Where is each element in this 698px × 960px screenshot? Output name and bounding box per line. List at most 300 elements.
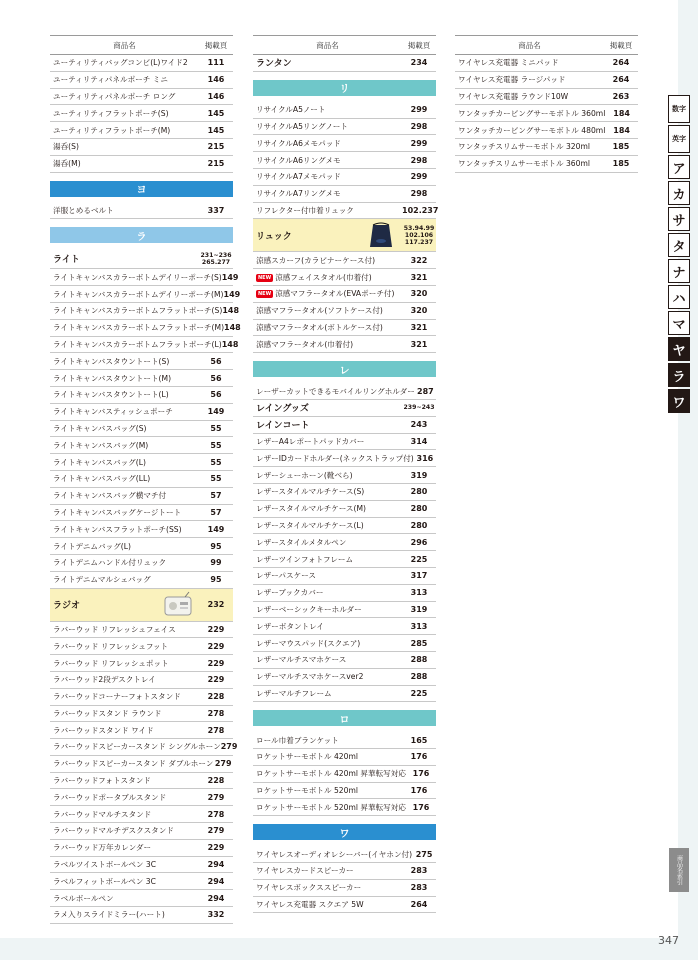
index-row — [253, 686, 436, 703]
item-page: 280 — [410, 504, 428, 514]
item-page: 294 — [207, 876, 225, 886]
item-page: 264 — [410, 900, 428, 910]
index-row — [253, 286, 436, 303]
item-page: 278 — [207, 725, 225, 735]
index-row — [253, 568, 436, 585]
item-page: 145 — [207, 108, 225, 118]
item-name: ラバーウッドポータブルスタンド — [53, 792, 167, 802]
header-page: 掲載頁 — [609, 40, 633, 50]
index-row — [50, 471, 233, 488]
item-name: ロケットサーモボトル 520ml — [256, 786, 358, 796]
item-page: 229 — [207, 675, 225, 685]
header-name: 商品名 — [518, 40, 541, 50]
index-row — [50, 505, 233, 522]
item-name: リサイクルA6リングメモ — [256, 155, 341, 165]
item-name: ライトキャンバスバッグ横マチ付 — [53, 491, 167, 501]
index-row — [50, 387, 233, 404]
index-row — [50, 789, 233, 806]
item-page: 279 — [207, 826, 225, 836]
item-name: リサイクルA5リングノート — [256, 121, 348, 131]
section-header: ヨ — [50, 181, 233, 197]
item-page: 185 — [612, 159, 630, 169]
item-page: 176 — [410, 752, 428, 762]
index-row — [253, 863, 436, 880]
index-row — [50, 320, 241, 337]
item-page: 280 — [410, 520, 428, 530]
section-header: ワ — [253, 824, 436, 840]
item-page: 263 — [612, 91, 630, 101]
item-name: レーザーカットできるモバイルリングホルダー — [256, 386, 415, 396]
index-row — [50, 907, 233, 924]
index-row — [253, 669, 436, 686]
tab-10[interactable]: ラ — [668, 363, 690, 387]
item-name: レザーシューホーン(靴べら) — [256, 470, 353, 480]
index-row — [50, 269, 239, 286]
item-page: 280 — [410, 487, 428, 497]
index-row — [50, 706, 233, 723]
item-name: ロケットサーモボトル 520ml 昇華転写対応 — [256, 802, 406, 812]
item-page: 148 — [224, 323, 241, 333]
item-name: ラメ入りスライドミラー(ハート) — [53, 910, 165, 920]
item-name: ロケットサーモボトル 420ml — [256, 752, 358, 762]
index-row — [253, 383, 436, 400]
index-row — [50, 139, 233, 156]
item-name: ラバーウッド2段デスクトレイ — [53, 675, 156, 685]
item-page: 55 — [210, 423, 222, 433]
index-row — [253, 846, 436, 863]
index-row — [253, 652, 436, 669]
item-name: ワイヤレス充電器 ラウンド10W — [458, 91, 569, 101]
index-row — [50, 488, 233, 505]
item-page: 149 — [207, 407, 225, 417]
index-row — [253, 880, 436, 897]
item-page: 322 — [410, 255, 428, 265]
item-name: ライトキャンバスバッグ(L) — [53, 457, 146, 467]
column-header — [253, 35, 436, 55]
index-row — [50, 353, 233, 370]
item-page: 278 — [207, 708, 225, 718]
index-row — [50, 840, 233, 857]
item-name: ライトキャンバスカラーボトムデイリーポーチ(S) — [53, 272, 222, 282]
item-name: ラベルツイストボールペン 3C — [53, 860, 157, 870]
item-page: 56 — [210, 373, 222, 383]
item-page: 55 — [210, 440, 222, 450]
section-header: レ — [253, 361, 436, 377]
item-page: 279 — [207, 792, 225, 802]
index-column-1 — [50, 35, 241, 924]
index-row — [253, 749, 436, 766]
item-name: レザースタイルマルチケース(S) — [256, 487, 365, 497]
index-row — [253, 400, 436, 417]
item-page: 287 — [417, 386, 434, 396]
tab-5[interactable]: タ — [668, 233, 690, 257]
item-name: ワイヤレスボックススピーカー — [256, 883, 362, 893]
item-page: 243 — [410, 420, 428, 430]
item-name: レザーマウスパッド(スクエア) — [256, 638, 361, 648]
index-row — [253, 585, 436, 602]
item-name: リュック — [256, 231, 292, 242]
item-name: レザーパスケース — [256, 571, 316, 581]
index-row — [455, 55, 638, 72]
tab-11[interactable]: ワ — [668, 389, 690, 413]
index-row — [253, 484, 436, 501]
item-page: 313 — [410, 588, 428, 598]
item-page: 275 — [415, 849, 433, 859]
item-name: ロケットサーモボトル 420ml 昇華転写対応 — [256, 769, 406, 779]
item-name: レザーツインフォトフレーム — [256, 554, 354, 564]
item-name: ライトキャンバスカラーボトムフラットポーチ(M) — [53, 323, 225, 333]
index-row — [50, 756, 233, 773]
item-name-text: 涼感マフラータオル(EVAポーチ付) — [275, 289, 395, 299]
index-row — [50, 105, 233, 122]
item-page: 184 — [613, 108, 630, 118]
index-row — [50, 890, 233, 907]
item-page: 319 — [410, 470, 428, 480]
index-row — [253, 518, 436, 535]
index-row — [455, 72, 638, 89]
item-page: 53.94.99 102.106 117.237 — [403, 224, 435, 246]
index-row — [50, 589, 233, 622]
index-row — [50, 521, 233, 538]
item-page: 288 — [410, 672, 428, 682]
index-row — [253, 551, 436, 568]
index-row — [253, 602, 436, 619]
item-name: 湯呑(M) — [53, 159, 81, 169]
item-name: ラバーウッドマルチデスクスタンド — [53, 826, 174, 836]
item-page: 283 — [410, 866, 428, 876]
item-name: 涼感スカーフ(カラビナーケース付) — [256, 255, 376, 265]
item-name: リサイクルA5ノート — [256, 105, 326, 115]
index-row — [50, 689, 233, 706]
index-row — [253, 219, 436, 252]
item-name: 涼感マフラータオル(ソフトケース付) — [256, 306, 383, 316]
item-name: ユーティリティバッグコンビ(L)ワイド2 — [53, 58, 188, 68]
tab-3[interactable]: カ — [668, 181, 690, 205]
item-page: 278 — [207, 809, 225, 819]
item-name: ラバーウッドスピーカースタンド シングルホーン — [53, 742, 221, 752]
item-page: 299 — [410, 105, 428, 115]
tab-9[interactable]: ヤ — [668, 337, 690, 361]
item-name: ラバーウッドマルチスタンド — [53, 809, 152, 819]
item-page: 294 — [207, 860, 225, 870]
index-row — [253, 55, 436, 72]
new-badge: NEW — [258, 291, 272, 298]
item-page: 146 — [207, 91, 225, 101]
item-page: 321 — [410, 272, 428, 282]
index-row — [253, 320, 436, 337]
index-row — [253, 303, 436, 320]
item-name: ユーティリティフラットポーチ(M) — [53, 125, 171, 135]
index-row — [253, 501, 436, 518]
item-name: 湯呑(S) — [53, 142, 79, 152]
item-name: リサイクルA6メモパッド — [256, 138, 341, 148]
item-page: 313 — [410, 621, 428, 631]
item-page: 229 — [207, 658, 225, 668]
item-page: 279 — [214, 759, 232, 769]
item-page: 57 — [210, 491, 222, 501]
index-row — [50, 404, 233, 421]
tab-2[interactable]: ア — [668, 155, 690, 179]
item-name: ライトキャンバスタウントート(L) — [53, 390, 169, 400]
item-page: 149 — [223, 289, 241, 299]
item-page: 298 — [410, 121, 428, 131]
item-name: レイングッズ — [256, 404, 309, 415]
item-page: 299 — [410, 172, 428, 182]
index-row — [253, 783, 436, 800]
item-page: 56 — [210, 356, 222, 366]
item-page: 185 — [612, 142, 630, 152]
item-name: ユーティリティフラットポーチ(S) — [53, 108, 169, 118]
item-name: リフレクター付巾着リュック — [256, 205, 354, 215]
item-page: 321 — [410, 322, 428, 332]
item-name: ラバーウッド リフレッシュフット — [53, 641, 169, 651]
item-name: レザーA4レポートパッドカバー — [256, 436, 365, 446]
index-row — [50, 370, 233, 387]
item-name: リサイクルA7リングメモ — [256, 189, 341, 199]
index-row — [50, 572, 233, 589]
item-page: 228 — [207, 776, 225, 786]
index-row — [50, 89, 233, 106]
item-page: 234 — [410, 58, 428, 68]
item-page: 232 — [207, 600, 225, 610]
index-row — [50, 437, 233, 454]
index-row — [253, 467, 436, 484]
item-name: ワイヤレスオーディオレシーバー(イヤホン付) — [256, 849, 413, 859]
item-name: レザースタイルマルチケース(L) — [256, 520, 364, 530]
item-name: レザーIDカードホルダー(ネックストラップ付) — [256, 453, 414, 463]
index-row — [253, 635, 436, 652]
section-header: ラ — [50, 227, 233, 243]
item-page: 288 — [410, 655, 428, 665]
item-page: 321 — [410, 339, 428, 349]
item-name: ランタン — [256, 59, 292, 70]
index-row — [50, 806, 233, 823]
index-row — [50, 773, 233, 790]
item-page: 314 — [410, 436, 428, 446]
index-row — [50, 286, 241, 303]
item-name: ラベルフィットボールペン 3C — [53, 876, 156, 886]
section-header: リ — [253, 80, 436, 96]
item-page: 146 — [207, 75, 225, 85]
index-row — [50, 722, 233, 739]
item-name: ロール巾着ブランケット — [256, 735, 339, 745]
column-header — [50, 35, 233, 55]
index-row — [253, 618, 436, 635]
item-page: 279 — [220, 742, 238, 752]
index-row — [50, 823, 233, 840]
item-page: 337 — [207, 205, 225, 215]
index-column-3 — [455, 35, 638, 173]
item-name: ユーティリティパネルポーチ ミニ — [53, 75, 168, 85]
item-name: ラバーウッドスタンド ワイド — [53, 725, 154, 735]
index-row — [253, 336, 436, 353]
item-name: レザーボタントレイ — [256, 621, 324, 631]
index-row — [455, 89, 638, 106]
header-name: 商品名 — [316, 40, 339, 50]
item-page: 332 — [207, 910, 225, 920]
item-name: ライトキャンバスタウントート(M) — [53, 373, 172, 383]
item-page: 264 — [612, 75, 630, 85]
item-page: 316 — [416, 453, 434, 463]
index-row — [50, 156, 233, 173]
item-name: ラバーウッド リフレッシュポット — [53, 658, 169, 668]
item-page: 285 — [410, 638, 428, 648]
item-page: 55 — [210, 474, 222, 484]
item-page: 111 — [207, 58, 225, 68]
radio-image — [163, 591, 193, 619]
item-name: ライトキャンバスバッグ(LL) — [53, 474, 151, 484]
item-page: 299 — [410, 138, 428, 148]
item-name: レザーブックカバー — [256, 588, 324, 598]
item-name: ワンタッチカービングサーモボトル 480ml — [458, 125, 606, 135]
item-name: レザーマルチフレーム — [256, 688, 332, 698]
header-name: 商品名 — [113, 40, 136, 50]
item-page: 99 — [210, 558, 222, 568]
item-page: 319 — [410, 604, 428, 614]
item-page: 145 — [207, 125, 225, 135]
index-row — [50, 857, 233, 874]
index-row — [455, 105, 638, 122]
index-row — [253, 102, 436, 119]
item-name: ライトキャンバスティッシュポーチ — [53, 407, 173, 417]
item-name: ライト — [53, 255, 80, 266]
item-page: 176 — [412, 802, 430, 812]
section-header: ロ — [253, 710, 436, 726]
item-page: 56 — [210, 390, 222, 400]
item-page: 298 — [410, 189, 428, 199]
item-page: 184 — [613, 125, 630, 135]
item-page: 95 — [210, 575, 222, 585]
item-name: 涼感マフラータオル(巾着付) — [256, 339, 354, 349]
item-page: 225 — [410, 688, 428, 698]
item-page: 229 — [207, 843, 225, 853]
item-name: 洋服とめるベルト — [53, 205, 114, 215]
tab-4[interactable]: サ — [668, 207, 690, 231]
item-page: 264 — [612, 58, 630, 68]
index-row — [253, 417, 436, 434]
item-page: 317 — [410, 571, 428, 581]
item-page: 149 — [207, 524, 225, 534]
index-row — [50, 655, 233, 672]
index-row — [253, 534, 436, 551]
index-row — [50, 873, 233, 890]
index-row — [253, 152, 436, 169]
item-name: ワンタッチスリムサーモボトル 320ml — [458, 142, 590, 152]
page-number: 347 — [658, 934, 679, 947]
index-row — [253, 135, 436, 152]
index-row — [253, 169, 436, 186]
index-row — [253, 766, 436, 783]
index-row — [253, 799, 436, 816]
index-row — [253, 186, 436, 203]
item-name: ワイヤレス充電器 ラージパッド — [458, 75, 566, 85]
column-header — [455, 35, 638, 55]
item-name: ラジオ — [53, 601, 81, 612]
item-page: 229 — [207, 624, 225, 634]
item-name: レザースタイルメタルペン — [256, 537, 347, 547]
index-row — [50, 454, 233, 471]
item-name: リサイクルA7メモパッド — [256, 172, 341, 182]
item-page: 231~236 265.277 — [200, 251, 232, 266]
index-row — [253, 252, 436, 269]
item-name: ライトキャンバスカラーボトムフラットポーチ(L) — [53, 339, 222, 349]
item-page: 57 — [210, 507, 222, 517]
item-name: ラバーウッドスピーカースタンド ダブルホーン — [53, 759, 214, 769]
item-page: 294 — [207, 893, 225, 903]
item-page: 148 — [222, 306, 240, 316]
index-row — [50, 538, 233, 555]
index-row — [455, 122, 638, 139]
index-row — [50, 622, 233, 639]
index-row — [50, 555, 233, 572]
item-name: ライトキャンバスバッグ(S) — [53, 423, 147, 433]
index-row — [253, 203, 439, 220]
index-row — [50, 421, 233, 438]
tab-7[interactable]: ハ — [668, 285, 690, 309]
item-name: レザーマルチスマホケース — [256, 655, 347, 665]
item-name: ワイヤレス充電器 ミニパッド — [458, 58, 559, 68]
item-name: レザースタイルマルチケース(M) — [256, 504, 366, 514]
item-name — [256, 272, 402, 283]
item-page: 296 — [410, 537, 428, 547]
tab-6[interactable]: ナ — [668, 259, 690, 283]
item-name: ライトキャンバスバッグ(M) — [53, 440, 149, 450]
item-page: 239~243 — [403, 404, 435, 412]
item-name: ワイヤレス充電器 スクエア 5W — [256, 900, 364, 910]
item-name: ライトデニムマルシェバッグ — [53, 575, 151, 585]
item-name: ラベルボールペン — [53, 893, 114, 903]
item-name: レザーマルチスマホケースver2 — [256, 672, 364, 682]
tab-1[interactable]: 英字 — [668, 125, 690, 153]
item-page: 148 — [221, 339, 239, 349]
item-page: 176 — [410, 786, 428, 796]
item-page: 215 — [207, 142, 225, 152]
item-page: 228 — [207, 692, 225, 702]
index-row — [50, 72, 233, 89]
ruck-image — [366, 221, 396, 249]
bottom-band — [0, 938, 698, 960]
index-row — [253, 119, 436, 136]
index-label: 商品名索引 — [669, 848, 689, 892]
index-row — [50, 122, 233, 139]
item-name: ライトキャンバスカラーボトムデイリーポーチ(M) — [53, 289, 224, 299]
item-name: ライトキャンバスタウントート(S) — [53, 356, 170, 366]
item-name: ワンタッチカービングサーモボトル 360ml — [458, 108, 606, 118]
header-page: 掲載頁 — [204, 40, 228, 50]
new-badge: NEW — [258, 274, 272, 281]
tab-0[interactable]: 数字 — [668, 95, 690, 123]
index-row — [253, 269, 436, 286]
item-page: 320 — [410, 289, 428, 299]
item-name-text: 涼感フェイスタオル(巾着付) — [275, 272, 372, 282]
item-name: ラバーウッド万年カレンダー — [53, 843, 152, 853]
item-name: ライトデニムバッグ(L) — [53, 541, 131, 551]
index-row — [253, 732, 436, 749]
item-page: 95 — [210, 541, 222, 551]
tab-8[interactable]: マ — [668, 311, 690, 335]
index-row — [50, 249, 233, 269]
item-name: ライトキャンバスバッグケージトート — [53, 507, 182, 517]
item-name: ライトデニムハンドル付リュック — [53, 558, 167, 568]
header-page: 掲載頁 — [407, 40, 431, 50]
item-page: 215 — [207, 159, 225, 169]
index-row — [50, 203, 233, 220]
index-row — [50, 337, 239, 354]
item-page: 165 — [410, 735, 428, 745]
index-row — [50, 55, 233, 72]
item-name: ユーティリティパネルポーチ ロング — [53, 91, 176, 101]
item-name: ワンタッチスリムサーモボトル 360ml — [458, 159, 590, 169]
